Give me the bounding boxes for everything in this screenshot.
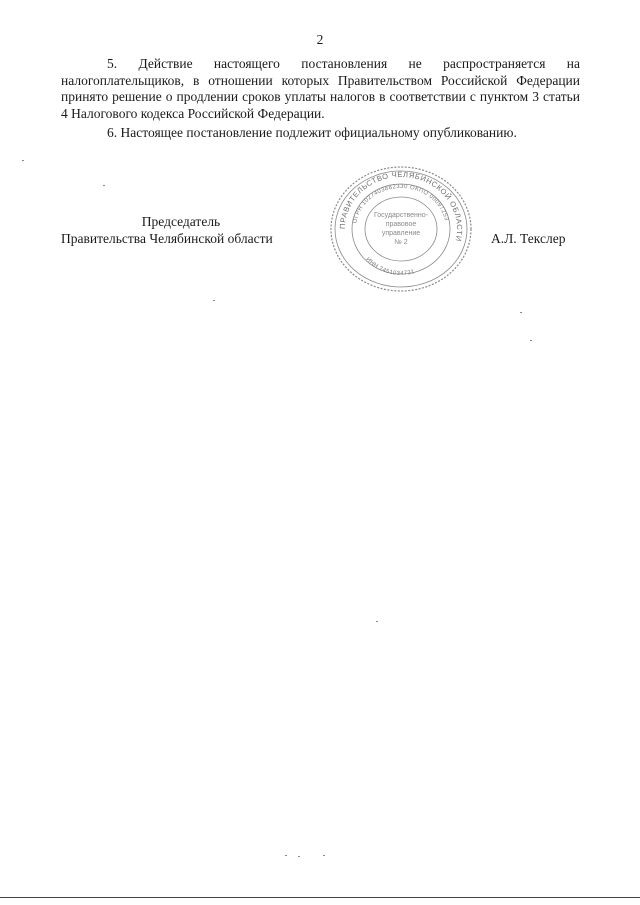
seal-outer-text: ПРАВИТЕЛЬСТВО ЧЕЛЯБИНСКОЙ ОБЛАСТИ [337,169,465,243]
scan-speck [376,621,378,622]
seal-center-line3: управление [381,230,421,237]
paragraph-5: 5. Действие настоящего постановления не распространяется на налогоплательщиков, в отношении которых Правительством Российской Федерации принято решение о продлении сроков уплаты налогов в соответствии с пунктом 3 статьи 4 Налогового кодекса Российской Федерации. [61,56,580,121]
seal-center-line2: правовое [385,221,417,228]
scan-speck [285,855,287,856]
scan-speck [103,185,105,186]
seal-center-line4: № 2 [394,239,408,246]
scan-speck [520,312,522,313]
page-bottom-edge [0,897,640,898]
signatory-name: А.Л. Текслер [491,231,566,246]
official-seal [328,165,474,293]
seal-inner-ring-text: ОГРН 1027403882330 ОКПО 00097253 [352,183,450,225]
scan-speck [22,160,24,161]
signature-title-line1: Председатель [141,214,221,229]
scan-speck [530,340,532,341]
scan-speck [213,300,215,301]
seal-bottom-text: ИНН 7451034731 [364,256,416,278]
signature-title-line2: Правительства Челябинской области [61,231,273,246]
paragraph-6: 6. Настоящее постановление подлежит официальному опубликованию. [107,125,517,140]
scan-speck [323,855,325,856]
page-number: 2 [316,32,324,47]
scan-speck [298,856,300,857]
seal-center-line1: Государственно- [373,212,429,219]
